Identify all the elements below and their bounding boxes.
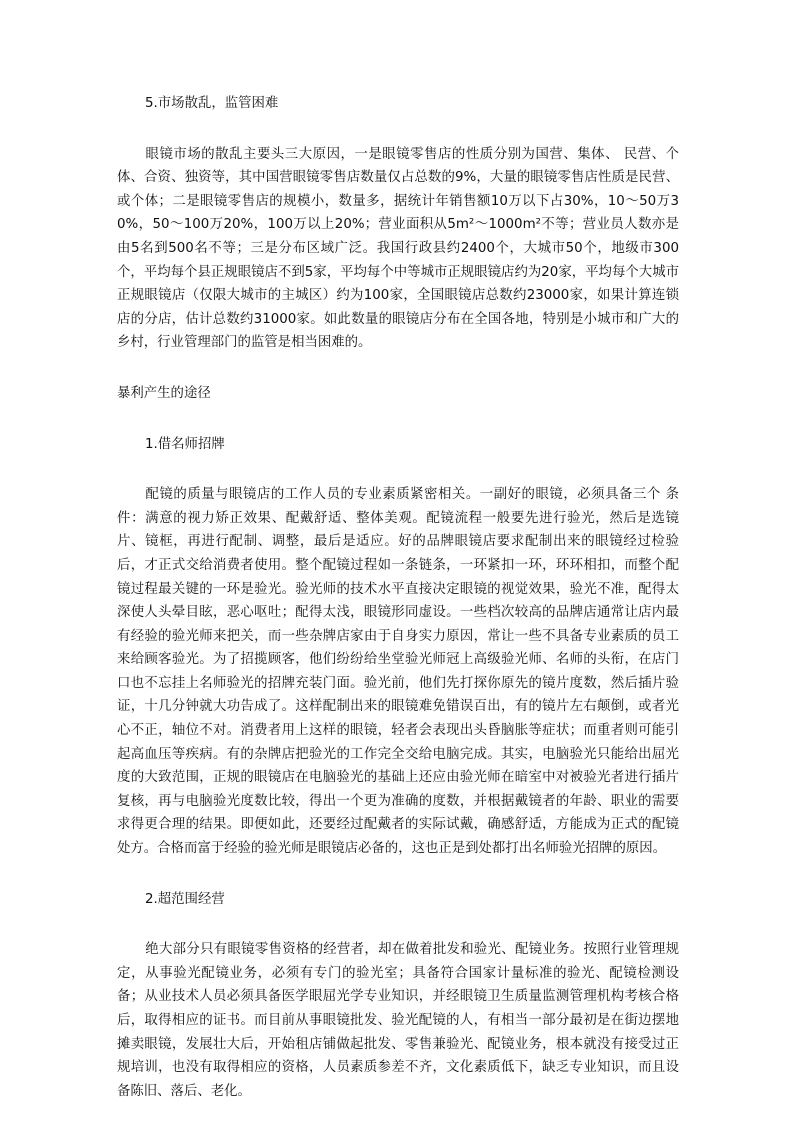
- paragraph-famous-optometrist: [117, 483, 679, 861]
- item-heading-famous-optometrist: 1.借名师招牌: [145, 436, 225, 452]
- paragraph-text: 绝大部分只有眼镜零售资格的经营者，却在做着批发和验光、配镜业务。按照行业管理规定，从事验光配镜业务，必须有专门的验光室；具备符合国家计量标准的验光、配镜检测设备；从业技术人员必须具备医学眼屈光学专业知识，并经眼镜卫生质量监测管理机构考核合格后，取得相应的证书。而目前从事眼镜批发、验光配镜的人，有相当一部分最初是在街边摆地摊卖眼镜，发展壮大后，开始租店铺做起批发、零售兼验光、配镜业务，根本就没有接受过正规培训，也没有取得相应的资格，人员素质参差不齐，文化素质低下，缺乏专业知识，而且设备陈旧、落后、老化。: [117, 942, 679, 1099]
- item-heading-beyond-scope: 2.超范围经营: [145, 891, 225, 907]
- section-heading-market-disorder: 5.市场散乱，监管困难: [145, 96, 279, 111]
- paragraph-text: 配镜的质量与眼镜店的工作人员的专业素质紧密相关。一副好的眼镜，必须具备三个 条件：满意的视力矫正效果、配戴舒适、整体美观。配镜流程一般要先进行验光，然后是选镜片、镜框，再进行配制、调整，最后是适应。好的品牌眼镜店要求配制出来的眼镜经过检验后，才正式交给消费者使用。整个配镜过程如一条链条，一环紧扣一环，环环相扣，而整个配镜过程最关键的一环是验光。验光师的技术水平直接决定眼镜的视觉效果，验光不准，配得太深使人头晕目眩，恶心呕吐；配得太浅，眼镜形同虚设。一些档次较高的品牌店通常让店内最有经验的验光师来把关，而一些杂牌店家由于自身实力原因，常让一些不具备专业素质的员工来给顾客验光。为了招揽顾客，他们纷纷给坐堂验光师冠上高级验光师、名师的头衔，在店门口也不忘挂上名师验光的招牌充装门面。验光前，他们先打探你原先的镜片度数，然后插片验证，十几分钟就大功告成了。这样配制出来的眼镜难免错误百出，有的镜片左右颠倒，或者光心不正，轴位不对。消费者用上这样的眼镜，轻者会表现出头昏脑胀等症状；而重者则可能引起高血压等疾病。有的杂牌店把验光的工作完全交给电脑完成。其实，电脑验光只能给出屈光度的大致范围，正规的眼镜店在电脑验光的基础上还应由验光师在暗室中对被验光者进行插片复核，再与电脑验光度数比较，得出一个更为准确的度数，并根据戴镜者的年龄、职业的需要求得更合理的结果。即便如此，还要经过配戴者的实际试戴，确感舒适，方能成为正式的配镜处方。合格而富于经验的验光师是眼镜店必备的，这也正是到处都打出名师验光招牌的原因。: [117, 487, 679, 857]
- document-body: [117, 92, 679, 1130]
- section-heading-profit-sources: 暴利产生的途径: [117, 385, 211, 401]
- paragraph-text: 眼镜市场的散乱主要头三大原因，一是眼镜零售店的性质分别为国营、集体、 民营、个体、合资、独资等，其中国营眼镜零售店数量仅占总数的9%，大量的眼镜零售店性质是民营、或个体；二是眼镜零售店的规模小，数量多，据统计年销售额10万以下占30%，10～50万30%，50～100万20%，100万以上20%；营业面积从5m²～1000m²不等；营业员人数亦是由5名到500名不等；三是分布区域广泛。我国行政县约2400个，大城市50个，地级市300个，平均每个县正规眼镜店不到5家，平均每个中等城市正规眼镜店约为20家，平均每个大城市正规眼镜店（仅限大城市的主城区）约为100家，全国眼镜店总数约23000家，如果计算连锁店的分店，估计总数约31000家。如此数量的眼镜店分布在全国各地，特别是小城市和广大的乡村，行业管理部门的监管是相当困难的。: [117, 146, 679, 351]
- paragraph-market-disorder: [117, 143, 679, 355]
- paragraph-beyond-scope: [117, 938, 679, 1103]
